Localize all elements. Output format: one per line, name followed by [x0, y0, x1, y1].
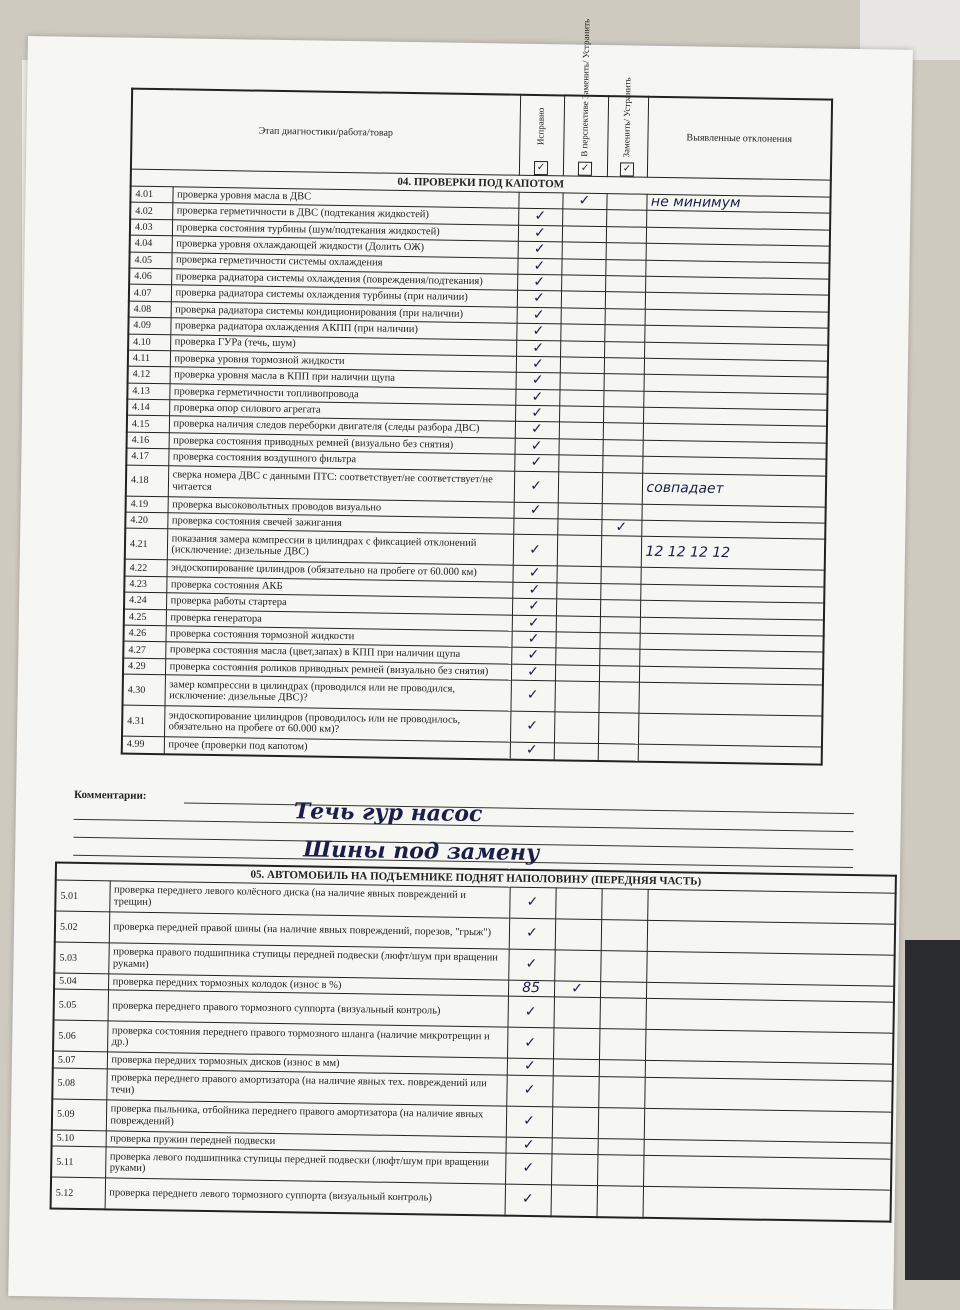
- ok-mark: ✓: [511, 648, 555, 665]
- row-description: проверка состояния воздушного фильтра: [168, 449, 514, 471]
- replace-mark: [602, 439, 642, 456]
- row-number: 5.09: [52, 1099, 106, 1131]
- replace-mark: [601, 503, 641, 520]
- ok-mark: ✓: [506, 1106, 552, 1138]
- replace-header-label: Заменить/ Устранить: [621, 77, 633, 158]
- deviation-note: [643, 1186, 892, 1221]
- row-number: 5.04: [54, 973, 108, 990]
- row-number: 4.08: [129, 301, 171, 318]
- comments-block: [73, 789, 854, 871]
- future-header-checkbox: ✓: [578, 162, 592, 176]
- future-mark: [558, 455, 602, 472]
- future-mark: [559, 390, 603, 407]
- row-number: 4.13: [127, 383, 169, 400]
- future-mark: [556, 583, 600, 600]
- ok-mark: ✓: [516, 340, 560, 357]
- row-number: 4.14: [127, 399, 169, 416]
- ok-mark: ✓: [512, 566, 556, 583]
- future-mark: [552, 1107, 598, 1139]
- replace-mark: [605, 259, 645, 276]
- row-description: проверка передних тормозных дисков (износ в мм): [107, 1052, 507, 1075]
- ok-mark: ✓: [512, 598, 556, 615]
- replace-mark: [601, 920, 647, 952]
- future-mark: ✓: [554, 981, 600, 998]
- row-description: проверка правого подшипника ступицы передней подвески (люфт/шум при вращении руками): [108, 943, 508, 980]
- replace-mark: [599, 998, 645, 1030]
- row-description: проверка переднего правого тормозного суппорта (визуальный контроль): [108, 990, 508, 1027]
- row-number: 5.05: [54, 989, 108, 1021]
- ok-header-label: Исправно: [535, 107, 547, 145]
- stage-header: Этап диагностики/работа/товар: [131, 89, 520, 176]
- deviation-note: [644, 1108, 893, 1143]
- future-mark: [556, 599, 600, 616]
- replace-header: [607, 77, 648, 177]
- row-description: проверка переднего левого тормозного суппорта (визуальный контроль): [105, 1178, 505, 1216]
- replace-mark: [601, 536, 641, 568]
- ok-mark: ✓: [518, 225, 562, 242]
- future-mark: [561, 308, 605, 325]
- ok-header: [519, 95, 564, 176]
- row-number: 4.24: [124, 592, 166, 609]
- deviation-note: [647, 889, 896, 924]
- under-hood-table: [121, 18, 833, 765]
- section-title: 05. АВТОМОБИЛЬ НА ПОДЪЕМНИКЕ ПОДНЯТ НАПОЛОВИНУ (ПЕРЕДНЯЯ ЧАСТЬ): [56, 863, 896, 894]
- row-description: проверка герметичности топливопровода: [169, 383, 515, 405]
- comment-handwritten-2: Шины под замену: [303, 836, 540, 867]
- ok-mark: ✓: [514, 471, 558, 503]
- replace-mark: [605, 292, 645, 309]
- ok-mark: ✓: [510, 742, 554, 760]
- ok-mark: ✓: [517, 291, 561, 308]
- deviation-note: не минимум: [646, 194, 830, 213]
- replace-mark: [606, 194, 646, 211]
- replace-mark: [606, 243, 646, 260]
- future-mark: [554, 681, 598, 713]
- ok-mark: ✓: [515, 422, 559, 439]
- row-number: 4.29: [123, 658, 165, 675]
- deviation-note: [645, 999, 894, 1034]
- ok-mark: ✓: [510, 711, 554, 743]
- future-mark: [551, 1154, 597, 1186]
- row-description: проверка уровня тормозной жидкости: [170, 351, 516, 373]
- row-description: проверка наличия следов переборки двигателя (следы разбора ДВС): [169, 416, 515, 438]
- replace-mark: [597, 1155, 643, 1187]
- row-number: 4.22: [125, 560, 167, 577]
- future-mark: [559, 422, 603, 439]
- row-description: проверка герметичности системы охлаждения: [171, 252, 517, 274]
- row-description: проверка уровня охлаждающей жидкости (Долить ОЖ): [172, 236, 518, 258]
- deviation-note: [646, 951, 895, 986]
- ok-mark: ✓: [512, 582, 556, 599]
- ok-mark: ✓: [507, 1059, 553, 1076]
- future-header-label: В перспективе Заменить/ Устранить: [579, 18, 592, 157]
- ok-header-checkbox: ✓: [534, 161, 548, 175]
- ok-mark: [513, 518, 557, 535]
- comments-label: Комментарии:: [73, 788, 147, 802]
- row-number: 4.16: [127, 432, 169, 449]
- row-number: 4.31: [122, 705, 164, 737]
- future-mark: [555, 632, 599, 649]
- row-number: 4.03: [130, 219, 172, 236]
- ok-mark: ✓: [509, 918, 555, 950]
- replace-mark: [598, 744, 638, 762]
- row-number: 4.09: [128, 317, 170, 334]
- row-description: эндоскопирование цилиндров (обязательно на пробеге от 60.000 км): [167, 560, 513, 582]
- replace-mark: [603, 407, 643, 424]
- row-description: проверка радиатора системы кондиционирования (при наличии): [171, 302, 517, 324]
- deviation-note: [644, 1077, 893, 1112]
- future-header: [563, 18, 608, 176]
- row-description: проверка работы стартера: [166, 593, 512, 615]
- replace-mark: [600, 951, 646, 983]
- row-number: 4.21: [125, 529, 167, 561]
- row-description: эндоскопирование цилиндров (проводилось или не проводилось, обязательно на пробеге от 60.000 км)?: [164, 706, 510, 742]
- row-description: проверка состояния приводных ремней (визуально без снятия): [169, 433, 515, 455]
- ok-mark: ✓: [505, 1184, 551, 1216]
- ok-mark: [518, 192, 562, 209]
- row-number: 5.11: [51, 1146, 105, 1178]
- row-description: показания замера компрессии в цилиндрах с фиксацией отклонений (исключение: дизельные ДВС): [167, 529, 513, 565]
- ok-mark: ✓: [515, 438, 559, 455]
- deviation-note: [638, 744, 822, 764]
- table-header-row: [131, 89, 832, 180]
- future-mark: [555, 665, 599, 682]
- ok-mark: ✓: [515, 405, 559, 422]
- row-number: 5.01: [55, 880, 109, 912]
- future-mark: [561, 291, 605, 308]
- row-number: 5.07: [53, 1051, 107, 1068]
- replace-mark: [600, 982, 646, 999]
- row-number: 4.23: [124, 576, 166, 593]
- ok-mark: ✓: [510, 680, 554, 712]
- replace-mark: [597, 1186, 643, 1218]
- future-mark: [557, 503, 601, 520]
- row-number: 4.10: [128, 334, 170, 351]
- deviations-header: Выявленные отклонения: [647, 97, 832, 180]
- replace-mark: [599, 665, 639, 682]
- future-mark: [555, 919, 601, 951]
- replace-mark: [598, 1107, 644, 1139]
- ok-mark: ✓: [514, 454, 558, 471]
- ok-mark: ✓: [511, 664, 555, 681]
- replace-mark: [600, 583, 640, 600]
- future-mark: [560, 324, 604, 341]
- future-mark: [554, 950, 600, 982]
- replace-mark: [599, 633, 639, 650]
- ok-mark: ✓: [506, 1075, 552, 1107]
- replace-mark: [602, 456, 642, 473]
- replace-mark: [604, 374, 644, 391]
- row-description: проверка радиатора системы охлаждения турбины (при наличии): [171, 285, 517, 307]
- row-description: проверка генератора: [166, 609, 512, 631]
- row-description: проверка высоковольтных проводов визуально: [168, 496, 514, 518]
- row-description: сверка номера ДВС с данными ПТС: соответствует/не соответствует/не читается: [168, 465, 514, 501]
- replace-mark: [601, 889, 647, 921]
- future-mark: [561, 275, 605, 292]
- lift-front-table: [50, 862, 897, 1223]
- future-mark: [558, 472, 602, 504]
- replace-mark: [603, 423, 643, 440]
- ok-mark: ✓: [513, 535, 557, 567]
- replace-mark: [600, 616, 640, 633]
- ok-mark: ✓: [517, 274, 561, 291]
- section1-rows: [122, 186, 831, 764]
- future-mark: [560, 340, 604, 357]
- replace-mark: [602, 472, 642, 504]
- replace-mark: [606, 210, 646, 227]
- row-description: проверка пыльника, отбойника переднего правого амортизатора (на наличие явных повреждений): [106, 1100, 506, 1137]
- row-description: проверка пружин передней подвески: [106, 1131, 506, 1154]
- replace-mark: [598, 1076, 644, 1108]
- comment-handwritten-1: Течь гур насос: [293, 798, 483, 828]
- future-mark: [558, 439, 602, 456]
- ok-mark: ✓: [516, 323, 560, 340]
- future-mark: [555, 648, 599, 665]
- future-mark: [552, 1076, 598, 1108]
- deviation-note: совпадает: [642, 473, 826, 507]
- replace-header-checkbox: ✓: [620, 162, 634, 176]
- ok-mark: ✓: [505, 1153, 551, 1185]
- row-description: проверка состояния тормозной жидкости: [165, 626, 511, 648]
- future-mark: [562, 226, 606, 243]
- row-number: 4.17: [126, 448, 168, 465]
- row-description: прочее (проверки под капотом): [164, 737, 510, 759]
- ok-mark: ✓: [517, 258, 561, 275]
- row-number: 4.25: [124, 609, 166, 626]
- ok-mark: ✓: [512, 615, 556, 632]
- future-mark: [557, 519, 601, 536]
- row-number: 4.12: [128, 366, 170, 383]
- ok-mark: ✓: [518, 209, 562, 226]
- row-number: 4.02: [130, 203, 172, 220]
- deviation-note: 12 12 12 12: [641, 537, 825, 571]
- row-description: проверка опор силового агрегата: [169, 400, 515, 422]
- future-mark: [554, 712, 598, 744]
- row-description: проверка состояния турбины (шум/подтекания жидкостей): [172, 220, 518, 242]
- row-description: замер компрессии в цилиндрах (проводился или не проводился, исключение: дизельные ДВС)?: [164, 675, 510, 711]
- checklist-sheet: [8, 18, 913, 1310]
- row-description: проверка состояния свечей зажигания: [167, 513, 513, 535]
- row-number: 4.07: [129, 284, 171, 301]
- row-number: 4.30: [122, 674, 164, 706]
- replace-mark: [603, 390, 643, 407]
- ok-mark: ✓: [511, 631, 555, 648]
- row-description: проверка передней правой шины (на наличие явных повреждений, порезов, "грыж"): [109, 912, 509, 949]
- deviation-note: [638, 682, 822, 716]
- row-description: проверка состояния переднего правого тормозного шланга (наличие микротрещин и др.): [107, 1021, 507, 1058]
- row-number: 4.01: [130, 186, 172, 203]
- row-description: проверка состояния роликов приводных ремней (визуально без снятия): [165, 658, 511, 680]
- row-number: 4.18: [126, 465, 168, 497]
- future-mark: [554, 743, 598, 761]
- row-number: 4.99: [122, 736, 164, 754]
- ok-mark: ✓: [517, 307, 561, 324]
- future-mark: [553, 997, 599, 1029]
- replace-mark: [605, 276, 645, 293]
- row-number: 5.10: [52, 1130, 106, 1147]
- row-number: 5.06: [53, 1020, 107, 1052]
- row-description: проверка уровня масла в КПП при наличии щупа: [170, 367, 516, 389]
- ok-mark: ✓: [516, 373, 560, 390]
- replace-mark: ✓: [601, 520, 641, 537]
- future-mark: [562, 242, 606, 259]
- ok-mark: ✓: [509, 887, 555, 919]
- ok-mark: ✓: [507, 1028, 553, 1060]
- replace-mark: [600, 567, 640, 584]
- row-number: 4.06: [129, 268, 171, 285]
- future-mark: [551, 1185, 597, 1217]
- row-number: 5.08: [52, 1068, 106, 1100]
- replace-mark: [598, 682, 638, 714]
- row-description: проверка радиатора системы охлаждения (повреждения/подтекания): [171, 269, 517, 291]
- replace-mark: [598, 713, 638, 745]
- ok-mark: 85: [508, 980, 554, 997]
- future-mark: [556, 566, 600, 583]
- row-number: 5.12: [51, 1177, 105, 1209]
- desk-dark-corner: [905, 940, 960, 1280]
- ok-mark: ✓: [515, 389, 559, 406]
- row-number: 4.05: [129, 252, 171, 269]
- replace-mark: [599, 1029, 645, 1061]
- row-number: 5.03: [54, 942, 108, 974]
- replace-mark: [604, 357, 644, 374]
- future-mark: [561, 258, 605, 275]
- replace-mark: [604, 325, 644, 342]
- row-description: проверка состояния АКБ: [166, 577, 512, 599]
- future-mark: [553, 1028, 599, 1060]
- future-mark: [555, 888, 601, 920]
- row-number: 4.15: [127, 416, 169, 433]
- future-mark: [560, 357, 604, 374]
- row-number: 4.26: [124, 625, 166, 642]
- row-number: 4.04: [130, 235, 172, 252]
- row-description: проверка уровня масла в ДВС: [172, 187, 518, 209]
- ok-mark: ✓: [507, 997, 553, 1029]
- ok-mark: ✓: [514, 502, 558, 519]
- replace-mark: [606, 226, 646, 243]
- deviation-note: [645, 1030, 894, 1065]
- row-number: 4.20: [125, 512, 167, 529]
- row-description: проверка левого подшипника ступицы передней подвески (люфт/шум при вращении руками): [105, 1147, 505, 1184]
- future-mark: [562, 209, 606, 226]
- replace-mark: [597, 1138, 643, 1155]
- deviation-note: [647, 920, 896, 955]
- replace-mark: [605, 308, 645, 325]
- section2-rows: [51, 880, 896, 1222]
- future-mark: [552, 1138, 598, 1155]
- comment-line: [184, 803, 854, 815]
- row-description: проверка герметичности в ДВС (подтекания жидкостей): [172, 203, 518, 225]
- future-mark: [560, 373, 604, 390]
- row-description: проверка радиатора охлаждения АКПП (при наличии): [170, 318, 516, 340]
- row-description: проверка передних тормозных колодок (износ в %): [108, 974, 508, 997]
- row-description: проверка ГУРа (течь, шум): [170, 334, 516, 356]
- row-number: 4.11: [128, 350, 170, 367]
- replace-mark: [599, 649, 639, 666]
- ok-mark: ✓: [518, 241, 562, 258]
- future-mark: ✓: [562, 193, 606, 210]
- ok-mark: ✓: [506, 1137, 552, 1154]
- row-number: 5.02: [55, 911, 109, 943]
- ok-mark: ✓: [508, 949, 554, 981]
- replace-mark: [600, 600, 640, 617]
- future-mark: [557, 535, 601, 567]
- row-description: проверка переднего правого амортизатора (на наличие явных тех. повреждений или течи): [106, 1069, 506, 1106]
- row-number: 4.27: [123, 641, 165, 658]
- row-number: 4.19: [126, 496, 168, 513]
- replace-mark: [599, 1060, 645, 1077]
- replace-mark: [604, 341, 644, 358]
- deviation-note: [638, 713, 822, 747]
- row-description: проверка состояния масла (цвет,запах) в КПП при наличии щупа: [165, 642, 511, 664]
- future-mark: [556, 615, 600, 632]
- deviation-note: [643, 1155, 892, 1190]
- future-mark: [559, 406, 603, 423]
- ok-mark: ✓: [516, 356, 560, 373]
- row-description: проверка переднего левого колёсного диска (на наличие явных повреждений и трещин): [109, 881, 509, 918]
- section-title: 04. ПРОВЕРКИ ПОД КАПОТОМ: [131, 169, 831, 197]
- future-mark: [553, 1059, 599, 1076]
